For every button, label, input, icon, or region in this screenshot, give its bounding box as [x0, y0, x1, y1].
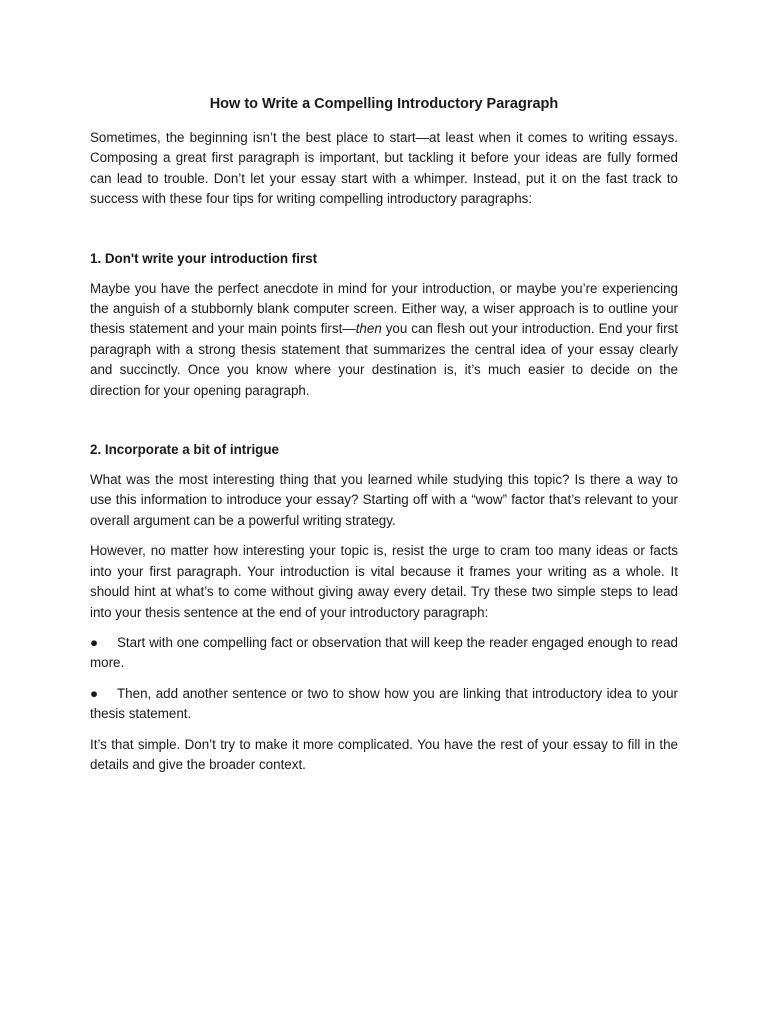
bullet-item: [90, 633, 678, 674]
section-2-paragraph-1: What was the most interesting thing that you learned while studying this topic? Is there a way to use this information to introduce your essay? Starting off with a “wow” factor that’s relevant to your overall argument can be a powerful writing strategy.: [90, 472, 678, 528]
section-1-text-after: you can flesh out your introduction. End your first paragraph with a strong thesis statement that summarizes the central idea of your essay clearly and succinctly. Once you know where your destination is, it’s much easier to decide on the direction for your opening paragraph.: [90, 321, 678, 398]
section-1-paragraph: [90, 279, 678, 401]
bullet-icon: ●: [90, 634, 99, 650]
section-2-paragraph-2: However, no matter how interesting your topic is, resist the urge to cram too many ideas or facts into your first paragraph. Your introduction is vital because it frames your writing as a whole. It should hint at what’s to come without giving away every detail. Try these two simple steps to lead into your thesis sentence at the end of your introductory paragraph:: [90, 543, 678, 620]
bullet-item: [90, 684, 678, 725]
document-title: How to Write a Compelling Introductory Paragraph: [209, 96, 559, 112]
bullet-text: Start with one compelling fact or observation that will keep the reader engaged enough to read more.: [90, 634, 678, 671]
section-2-heading: 2. Incorporate a bit of intrigue: [90, 442, 279, 458]
section-1-emphasis: then: [355, 321, 382, 337]
section-gap: [90, 411, 678, 440]
bullet-text: Then, add another sentence or two to show how you are linking that introductory idea to your thesis statement.: [90, 685, 678, 722]
bullet-icon: ●: [90, 685, 99, 701]
intro-paragraph: Sometimes, the beginning isn’t the best place to start—at least when it comes to writing essays. Composing a great first paragraph is important, but tackling it before your ideas are fully formed can lead to trouble. Don’t let your essay start with a whimper. Instead, put it on the fast track to success with these four tips for writing compelling introductory paragraphs:: [90, 130, 678, 207]
section-1-text-before: Maybe you have the perfect anecdote in mind for your introduction, or maybe you’re experiencing the anguish of a stubbornly blank computer screen. Either way, a wiser approach is to outline your thesis statement and your main points first—: [90, 280, 678, 337]
section-gap: [90, 220, 678, 249]
section-2-paragraph-3: It’s that simple. Don’t try to make it more complicated. You have the rest of your essay to fill in the details and give the broader context.: [90, 736, 678, 772]
document-page: [90, 94, 678, 785]
section-1-heading: 1. Don't write your introduction first: [90, 250, 318, 266]
